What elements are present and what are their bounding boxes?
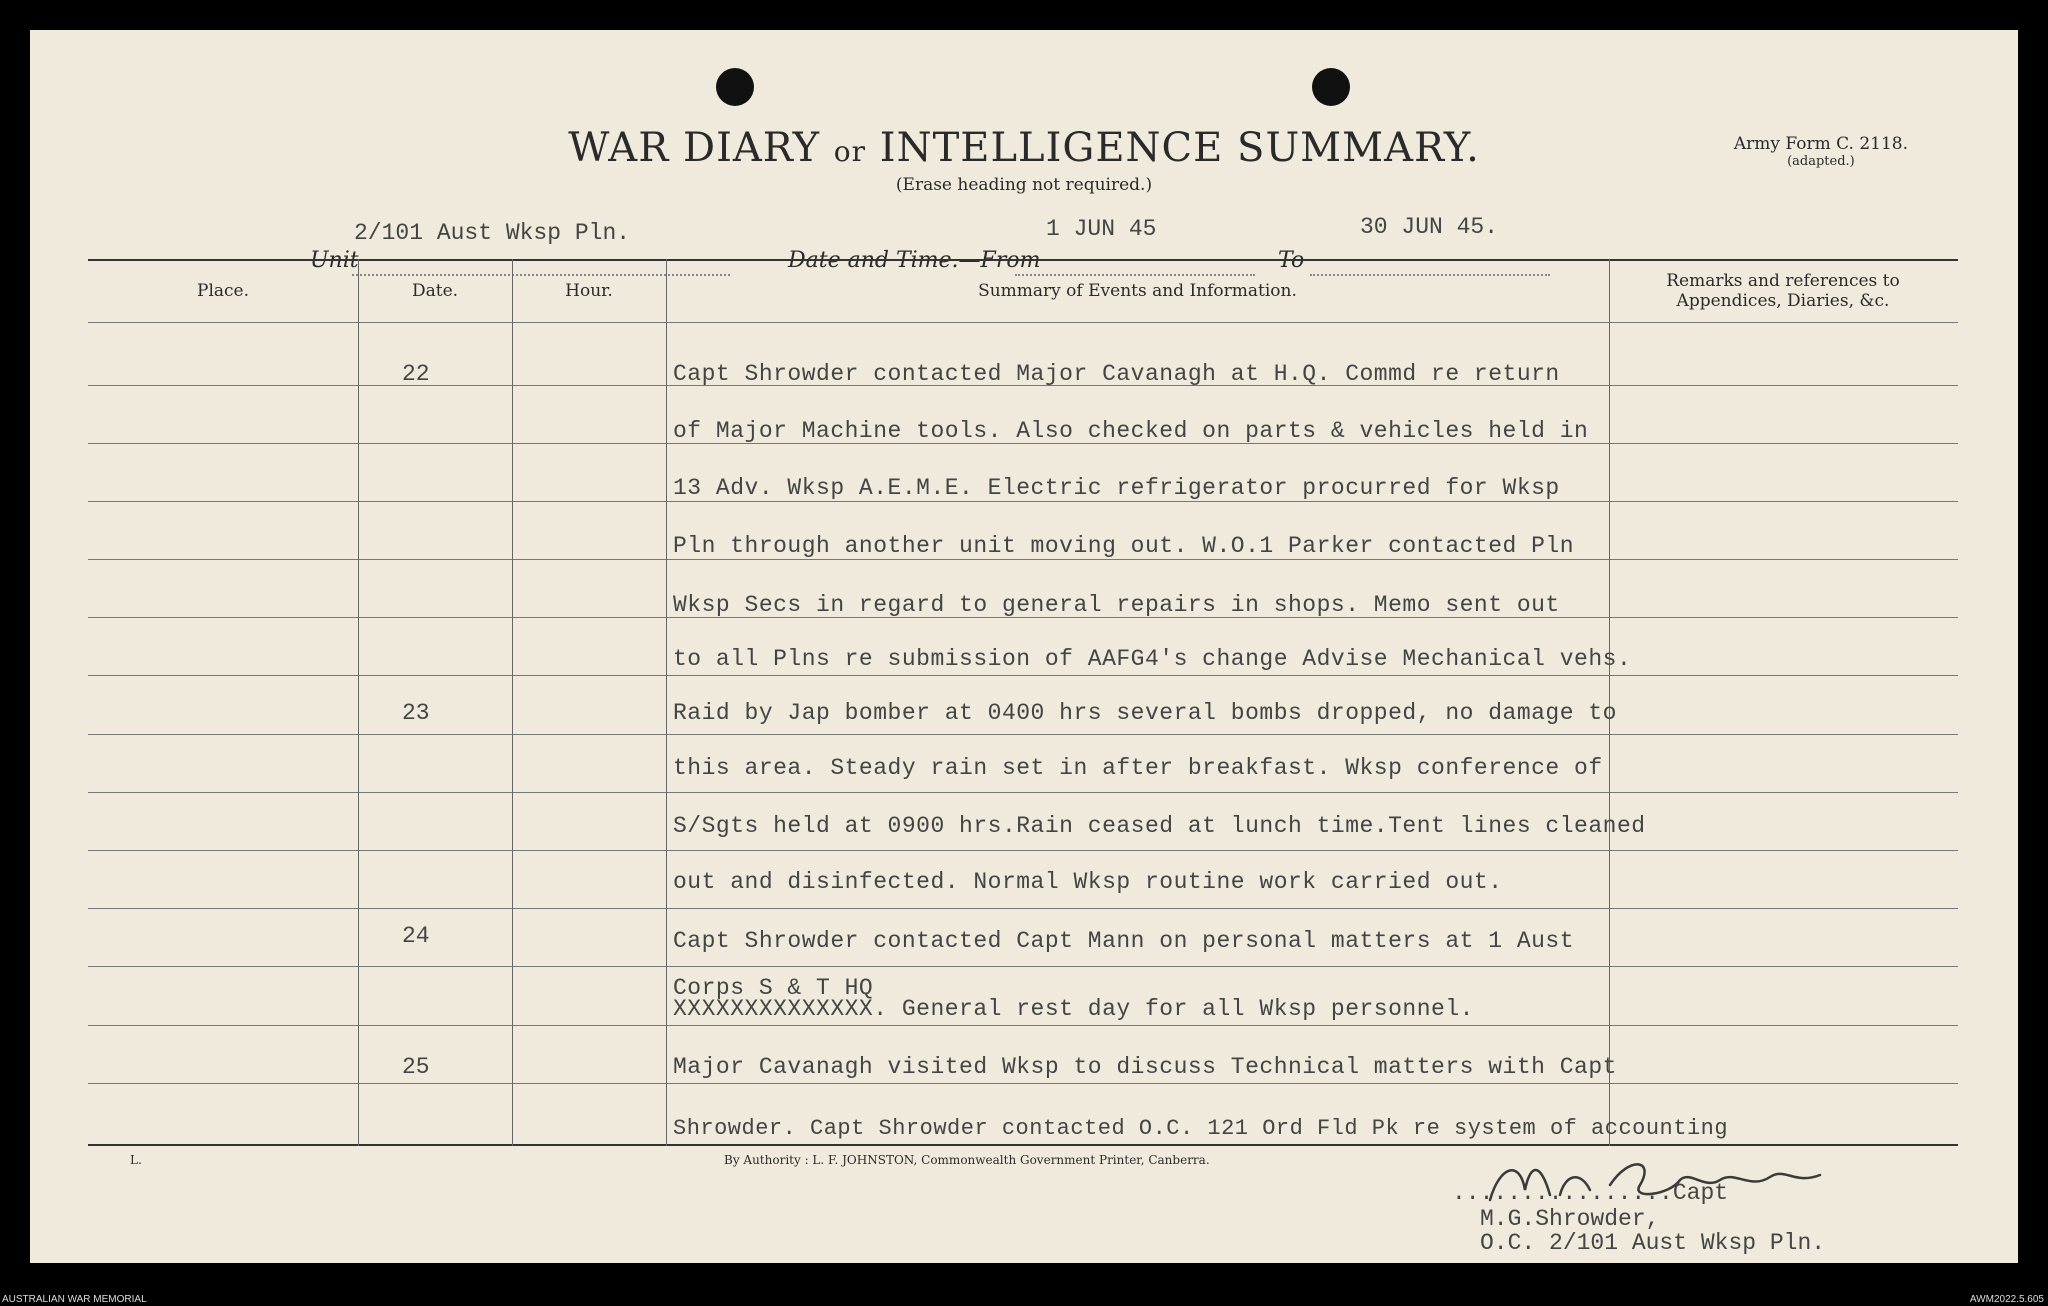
printer-authority: By Authority : L. F. JOHNSTON, Commonwealth Government Printer, Canberra. [724, 1153, 1210, 1167]
col-header-summary: Summary of Events and Information. [978, 281, 1297, 301]
table-top-rule [88, 259, 1958, 261]
title-or: or [833, 135, 867, 168]
row-rule [88, 501, 1958, 502]
signature-dots: ................Capt [1452, 1180, 1729, 1206]
signatory-title: O.C. 2/101 Aust Wksp Pln. [1480, 1230, 1826, 1256]
date-entry: 25 [402, 1054, 430, 1080]
row-rule [88, 1025, 1958, 1026]
col-header-hour: Hour. [565, 281, 613, 301]
page-title [30, 125, 2018, 171]
footer-mark: L. [130, 1153, 142, 1167]
summary-line: Pln through another unit moving out. W.O.1 Parker contacted Pln [673, 533, 1575, 559]
archive-id: AWM2022.5.605 [1969, 1294, 2044, 1305]
summary-line: out and disinfected. Normal Wksp routine work carried out. [673, 869, 1503, 895]
to-label: To [1278, 248, 1305, 273]
unit-label: Unit [310, 248, 359, 273]
summary-line: XXXXXXXXXXXXXX. General rest day for all Wksp personnel. [673, 996, 1474, 1022]
summary-line: Capt Shrowder contacted Major Cavanagh at H.Q. Commd re return [673, 361, 1560, 387]
form-number: Army Form C. 2118. [1733, 134, 1908, 154]
title-war-diary: WAR DIARY [568, 125, 821, 171]
row-rule [88, 559, 1958, 560]
row-rule [88, 792, 1958, 793]
unit-value: 2/101 Aust Wksp Pln. [354, 220, 631, 246]
summary-line: Corps S & T HQ [673, 975, 874, 1001]
summary-line: S/Sgts held at 0900 hrs.Rain ceased at lunch time.Tent lines cleaned [673, 813, 1646, 839]
row-rule [88, 966, 1958, 967]
summary-line: Major Cavanagh visited Wksp to discuss Technical matters with Capt [673, 1054, 1617, 1080]
date-label: Date and Time.—From [788, 248, 1041, 273]
signatory-name: M.G.Shrowder, [1480, 1206, 1660, 1232]
title-intelligence-summary: INTELLIGENCE SUMMARY. [879, 125, 1480, 171]
date-entry: 22 [402, 361, 430, 387]
col-rule-place [358, 259, 359, 1146]
date-entry: 24 [402, 923, 430, 949]
col-header-date: Date. [411, 281, 459, 301]
col-header-remarks: Remarks and references to Appendices, Diaries, &c. [1666, 271, 1900, 311]
date-from: 1 JUN 45 [1046, 216, 1157, 242]
archive-label: AUSTRALIAN WAR MEMORIAL [2, 1294, 147, 1305]
header-bottom-rule [88, 322, 1958, 323]
col-rule-hour [666, 259, 667, 1146]
summary-line: 13 Adv. Wksp A.E.M.E. Electric refrigerator procurred for Wksp [673, 475, 1560, 501]
col-rule-date [512, 259, 513, 1146]
date-to: 30 JUN 45. [1360, 214, 1499, 240]
punch-hole-right [1312, 68, 1350, 106]
row-rule [88, 1083, 1958, 1084]
summary-line: Capt Shrowder contacted Capt Mann on personal matters at 1 Aust [673, 928, 1575, 954]
summary-line: Raid by Jap bomber at 0400 hrs several bombs dropped, no damage to [673, 700, 1617, 726]
row-rule [88, 734, 1958, 735]
row-rule [88, 675, 1958, 676]
date-entry: 23 [402, 700, 430, 726]
summary-line: Wksp Secs in regard to general repairs in shops. Memo sent out [673, 592, 1560, 618]
row-rule [88, 908, 1958, 909]
subtitle: (Erase heading not required.) [895, 175, 1153, 195]
row-rule [88, 850, 1958, 851]
summary-line: this area. Steady rain set in after breakfast. Wksp conference of [673, 755, 1603, 781]
summary-line: Shrowder. Capt Shrowder contacted O.C. 121 Ord Fld Pk re system of accounting [673, 1116, 1729, 1141]
summary-line: to all Plns re submission of AAFG4's change Advise Mechanical vehs. [673, 646, 1632, 672]
army-form-number [1734, 134, 1908, 169]
punch-hole-left [716, 68, 754, 106]
summary-line: of Major Machine tools. Also checked on parts & vehicles held in [673, 418, 1589, 444]
col-header-place: Place. [197, 281, 249, 301]
diary-table [88, 259, 1958, 1146]
form-adapted: (adapted.) [1787, 154, 1855, 169]
